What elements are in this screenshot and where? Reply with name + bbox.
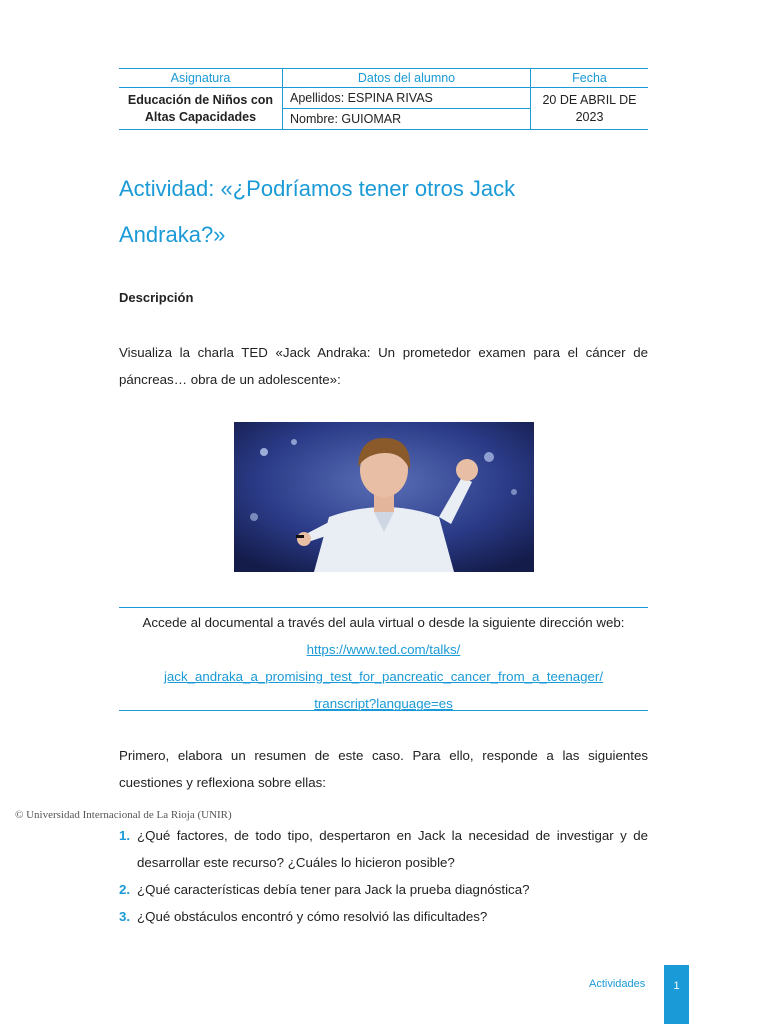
footer-section-label: Actividades xyxy=(589,978,646,990)
subject-line-1: Educación de Niños con xyxy=(127,92,274,107)
question-number: 3. xyxy=(119,909,131,924)
header-table xyxy=(119,68,648,130)
question-list xyxy=(119,822,648,930)
page-number: 1 xyxy=(664,965,689,1024)
subject-line-2: Altas Capacidades xyxy=(144,109,257,124)
link-intro: Accede al documental a través del aula virtual o desde la siguiente dirección web: xyxy=(142,615,625,630)
page-title xyxy=(119,166,659,258)
copyright-note: © Universidad Internacional de La Rioja (UNIR) xyxy=(15,809,232,821)
name-field: Nombre: GUIOMAR xyxy=(283,108,530,129)
speaker-photo-illustration xyxy=(234,422,534,572)
summary-text: Primero, elabora un resumen de este caso. Para ello, responde a las siguientes cuestiones y reflexiona sobre ellas: xyxy=(119,748,648,790)
date-cell xyxy=(531,88,649,130)
ted-link-line-1[interactable]: https://www.ted.com/talks/ xyxy=(306,642,461,657)
col-header-student: Datos del alumno xyxy=(283,69,531,88)
subject-cell xyxy=(119,88,283,130)
ted-link-line-2[interactable]: jack_andraka_a_promising_test_for_pancreatic_cancer_from_a_teenager/ xyxy=(163,669,604,684)
student-cell xyxy=(283,88,531,130)
question-number: 2. xyxy=(119,882,131,897)
title-line-1: Actividad: «¿Podríamos tener otros Jack xyxy=(119,176,516,201)
date-line-2: 2023 xyxy=(575,109,604,124)
speaker-photo xyxy=(234,422,534,572)
col-header-subject: Asignatura xyxy=(119,69,283,88)
title-line-2: Andraka?» xyxy=(119,222,226,247)
question-text: ¿Qué características debía tener para Jack la prueba diagnóstica? xyxy=(137,882,530,897)
list-item xyxy=(119,822,648,876)
surname-field: Apellidos: ESPINA RIVAS xyxy=(290,91,433,105)
question-text: ¿Qué factores, de todo tipo, despertaron en Jack la necesidad de investigar y de desarrollar este recurso? ¿Cuáles lo hicieron posible? xyxy=(137,828,648,870)
question-text: ¿Qué obstáculos encontró y cómo resolvió las dificultades? xyxy=(137,909,488,924)
col-header-date: Fecha xyxy=(531,69,649,88)
description-text: Visualiza la charla TED «Jack Andraka: Un prometedor examen para el cáncer de páncreas… obra de un adolescente»: xyxy=(119,345,648,387)
description-heading: Descripción xyxy=(119,290,194,305)
list-item xyxy=(119,876,648,903)
list-item xyxy=(119,903,648,930)
ted-link-line-3[interactable]: transcript?language=es xyxy=(314,696,453,711)
question-number: 1. xyxy=(119,828,131,843)
link-box xyxy=(119,607,648,711)
date-line-1: 20 DE ABRIL DE xyxy=(542,92,637,107)
